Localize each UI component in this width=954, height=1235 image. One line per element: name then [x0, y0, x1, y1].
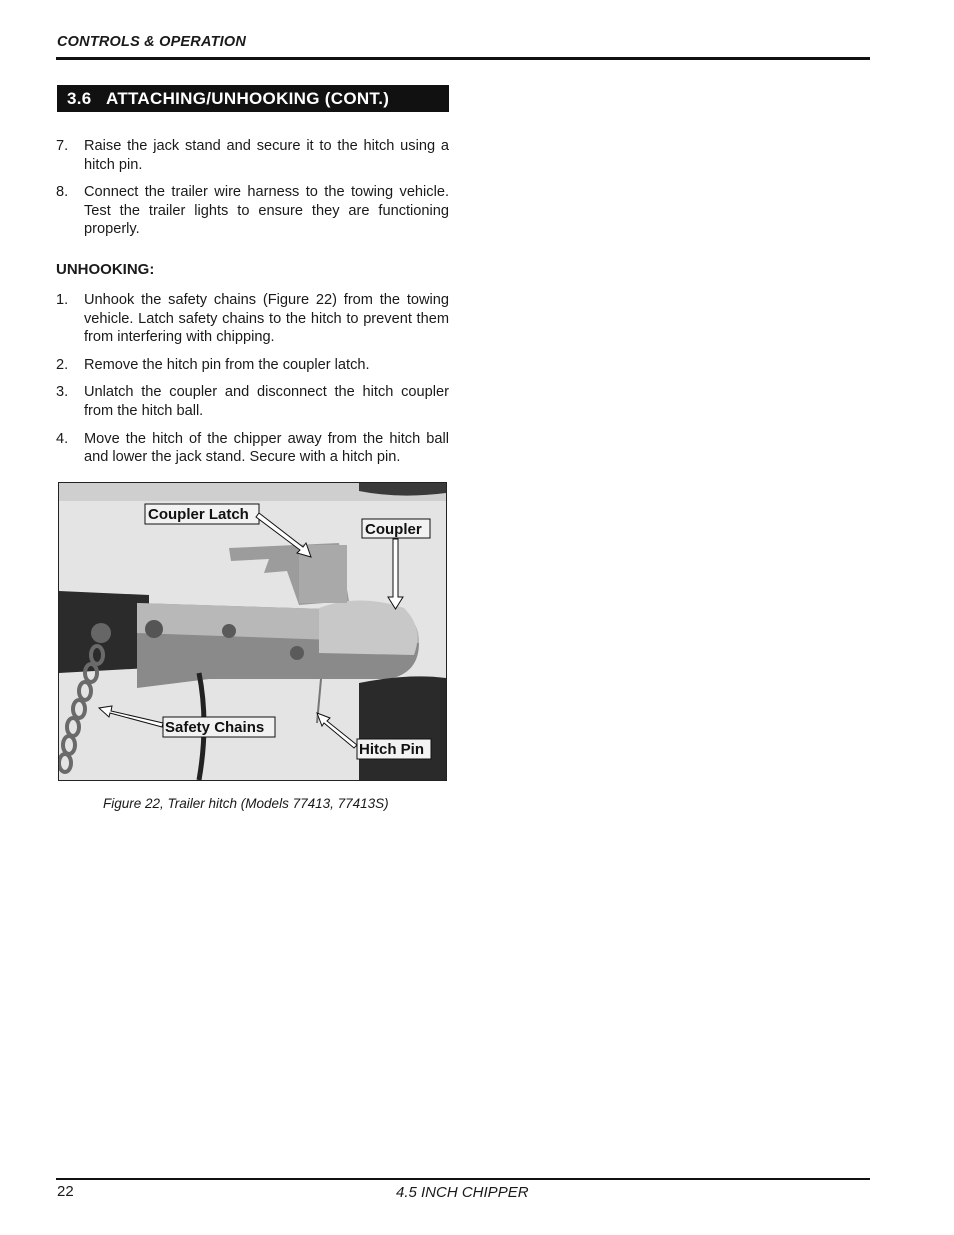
list-item — [56, 383, 449, 420]
step-text: Raise the jack stand and secure it to the hitch using a hitch pin. — [84, 138, 449, 173]
unhooking-steps — [56, 291, 449, 476]
section-number: 3.6 — [67, 89, 92, 108]
step-text: Connect the trailer wire harness to the towing vehicle. Test the trailer lights to ensure they are functioning properly. — [84, 184, 449, 238]
label-hitch-pin: Hitch Pin — [359, 741, 425, 758]
step-text: Move the hitch of the chipper away from the hitch ball and lower the jack stand. Secure with a hitch pin. — [84, 430, 449, 466]
footer-rule — [56, 1178, 870, 1180]
label-coupler-latch: Coupler Latch — [148, 506, 249, 523]
list-item — [56, 137, 449, 174]
label-coupler: Coupler — [365, 521, 422, 538]
trailer-hitch-photo — [58, 482, 447, 781]
step-number: 2. — [56, 356, 69, 373]
unhooking-heading: UNHOOKING: — [56, 261, 155, 278]
section-title: ATTACHING/UNHOOKING (CONT.) — [106, 89, 390, 108]
header-rule — [56, 57, 870, 60]
hitch-illustration — [59, 483, 446, 780]
page-number: 22 — [57, 1183, 74, 1200]
list-item — [56, 430, 449, 467]
footer-title: 4.5 INCH CHIPPER — [396, 1184, 529, 1201]
step-number: 8. — [56, 184, 69, 201]
running-header: CONTROLS & OPERATION — [57, 34, 247, 50]
step-number: 3. — [56, 384, 69, 401]
step-number: 4. — [56, 430, 69, 447]
list-item — [56, 183, 449, 239]
step-number: 1. — [56, 292, 69, 308]
step-text: Remove the hitch pin from the coupler latch. — [84, 356, 370, 373]
list-item — [56, 356, 449, 375]
attach-steps — [56, 137, 449, 248]
figure-caption: Figure 22, Trailer hitch (Models 77413, 77413S) — [103, 796, 389, 811]
section-heading — [57, 85, 449, 112]
list-item — [56, 291, 449, 347]
label-safety-chains: Safety Chains — [165, 719, 265, 736]
step-text: Unhook the safety chains (Figure 22) from the towing vehicle. Latch safety chains to the hitch to prevent them from interfering with chipping. — [84, 292, 449, 346]
step-number: 7. — [56, 138, 69, 154]
step-text: Unlatch the coupler and disconnect the hitch coupler from the hitch ball. — [84, 384, 449, 419]
